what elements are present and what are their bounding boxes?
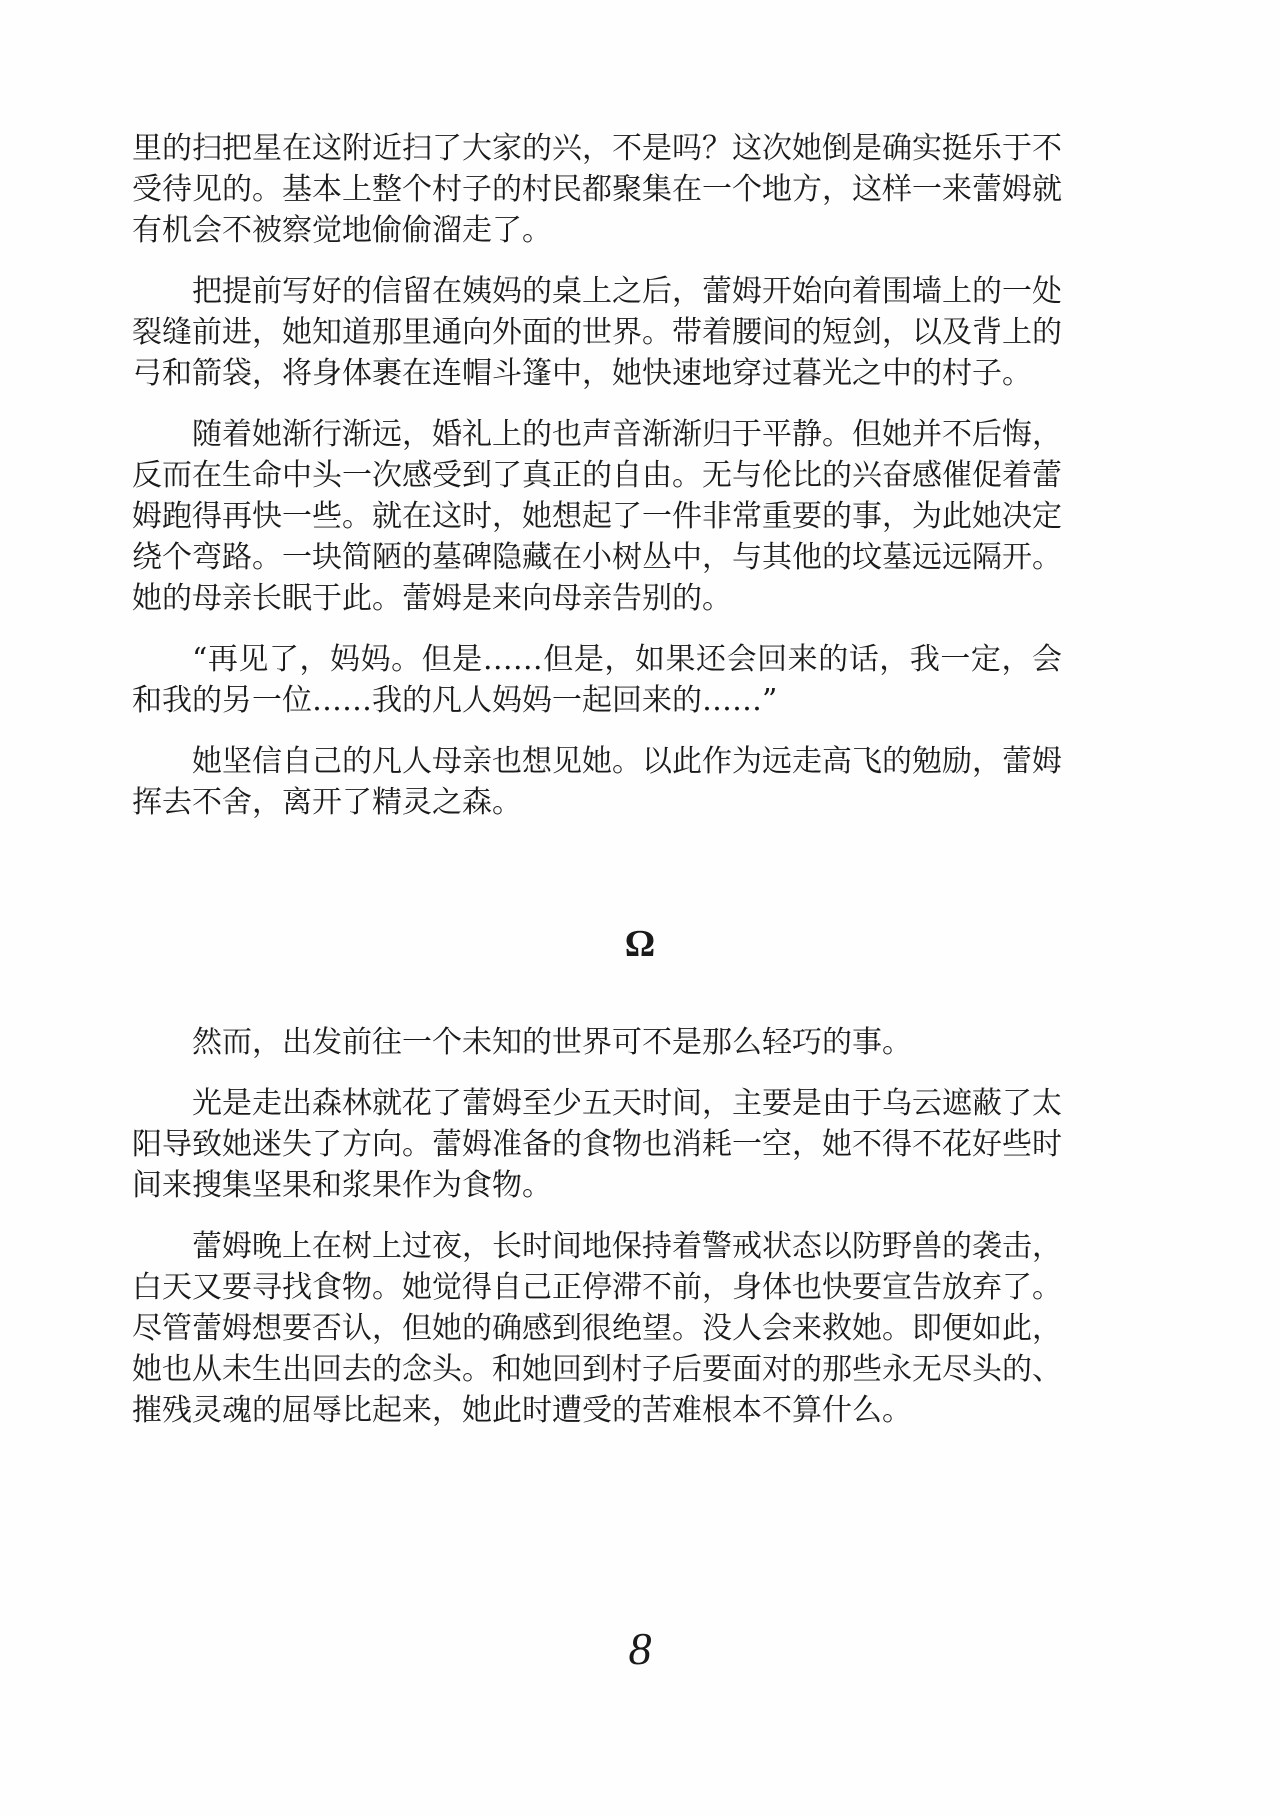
dialogue-paragraph: “再见了，妈妈。但是……但是，如果还会回来的话，我一定，会和我的另一位……我的凡人妈妈一起回来的……” xyxy=(132,642,1062,718)
paragraph: 随着她渐行渐远，婚礼上的也声音渐渐归于平静。但她并不后悔，反而在生命中头一次感受到了真正的自由。无与伦比的兴奋感催促着蕾姆跑得再快一些。就在这时，她想起了一件非常重要的事，为此她决定绕个弯路。一块简陋的墓碑隐藏在小树丛中，与其他的坟墓远远隔开。她的母亲长眠于此。蕾姆是来向母亲告别的。 xyxy=(132,417,1062,616)
paragraph: 光是走出森林就花了蕾姆至少五天时间，主要是由于乌云遮蔽了太阳导致她迷失了方向。蕾姆准备的食物也消耗一空，她不得不花好些时间来搜集坚果和浆果作为食物。 xyxy=(132,1086,1062,1203)
paragraph: 把提前写好的信留在姨妈的桌上之后，蕾姆开始向着围墙上的一处裂缝前进，她知道那里通向外面的世界。带着腰间的短剑，以及背上的弓和箭袋，将身体裹在连帽斗篷中，她快速地穿过暮光之中的村子。 xyxy=(132,274,1062,391)
paragraph: 蕾姆晚上在树上过夜，长时间地保持着警戒状态以防野兽的袭击，白天又要寻找食物。她觉得自己正停滞不前，身体也快要宣告放弃了。尽管蕾姆想要否认，但她的确感到很绝望。没人会来救她。即便如此，她也从未生出回去的念头。和她回到村子后要面对的那些永无尽头的、摧残灵魂的屈辱比起来，她此时遭受的苦难根本不算什么。 xyxy=(132,1229,1062,1428)
paragraph: 她坚信自己的凡人母亲也想见她。以此作为远走高飞的勉励，蕾姆挥去不舍，离开了精灵之森。 xyxy=(132,744,1062,820)
text-block-1 xyxy=(132,128,1062,823)
section-break-omega: Ω xyxy=(624,923,656,965)
page-number: 8 xyxy=(628,1623,652,1674)
text-block-2 xyxy=(132,1022,1062,1431)
paragraph: 然而，出发前往一个未知的世界可不是那么轻巧的事。 xyxy=(192,1025,912,1060)
paragraph-continued: 里的扫把星在这附近扫了大家的兴，不是吗？这次她倒是确实挺乐于不受待见的。基本上整个村子的村民都聚集在一个地方，这样一来蕾姆就有机会不被察觉地偷偷溜走了。 xyxy=(132,131,1062,248)
